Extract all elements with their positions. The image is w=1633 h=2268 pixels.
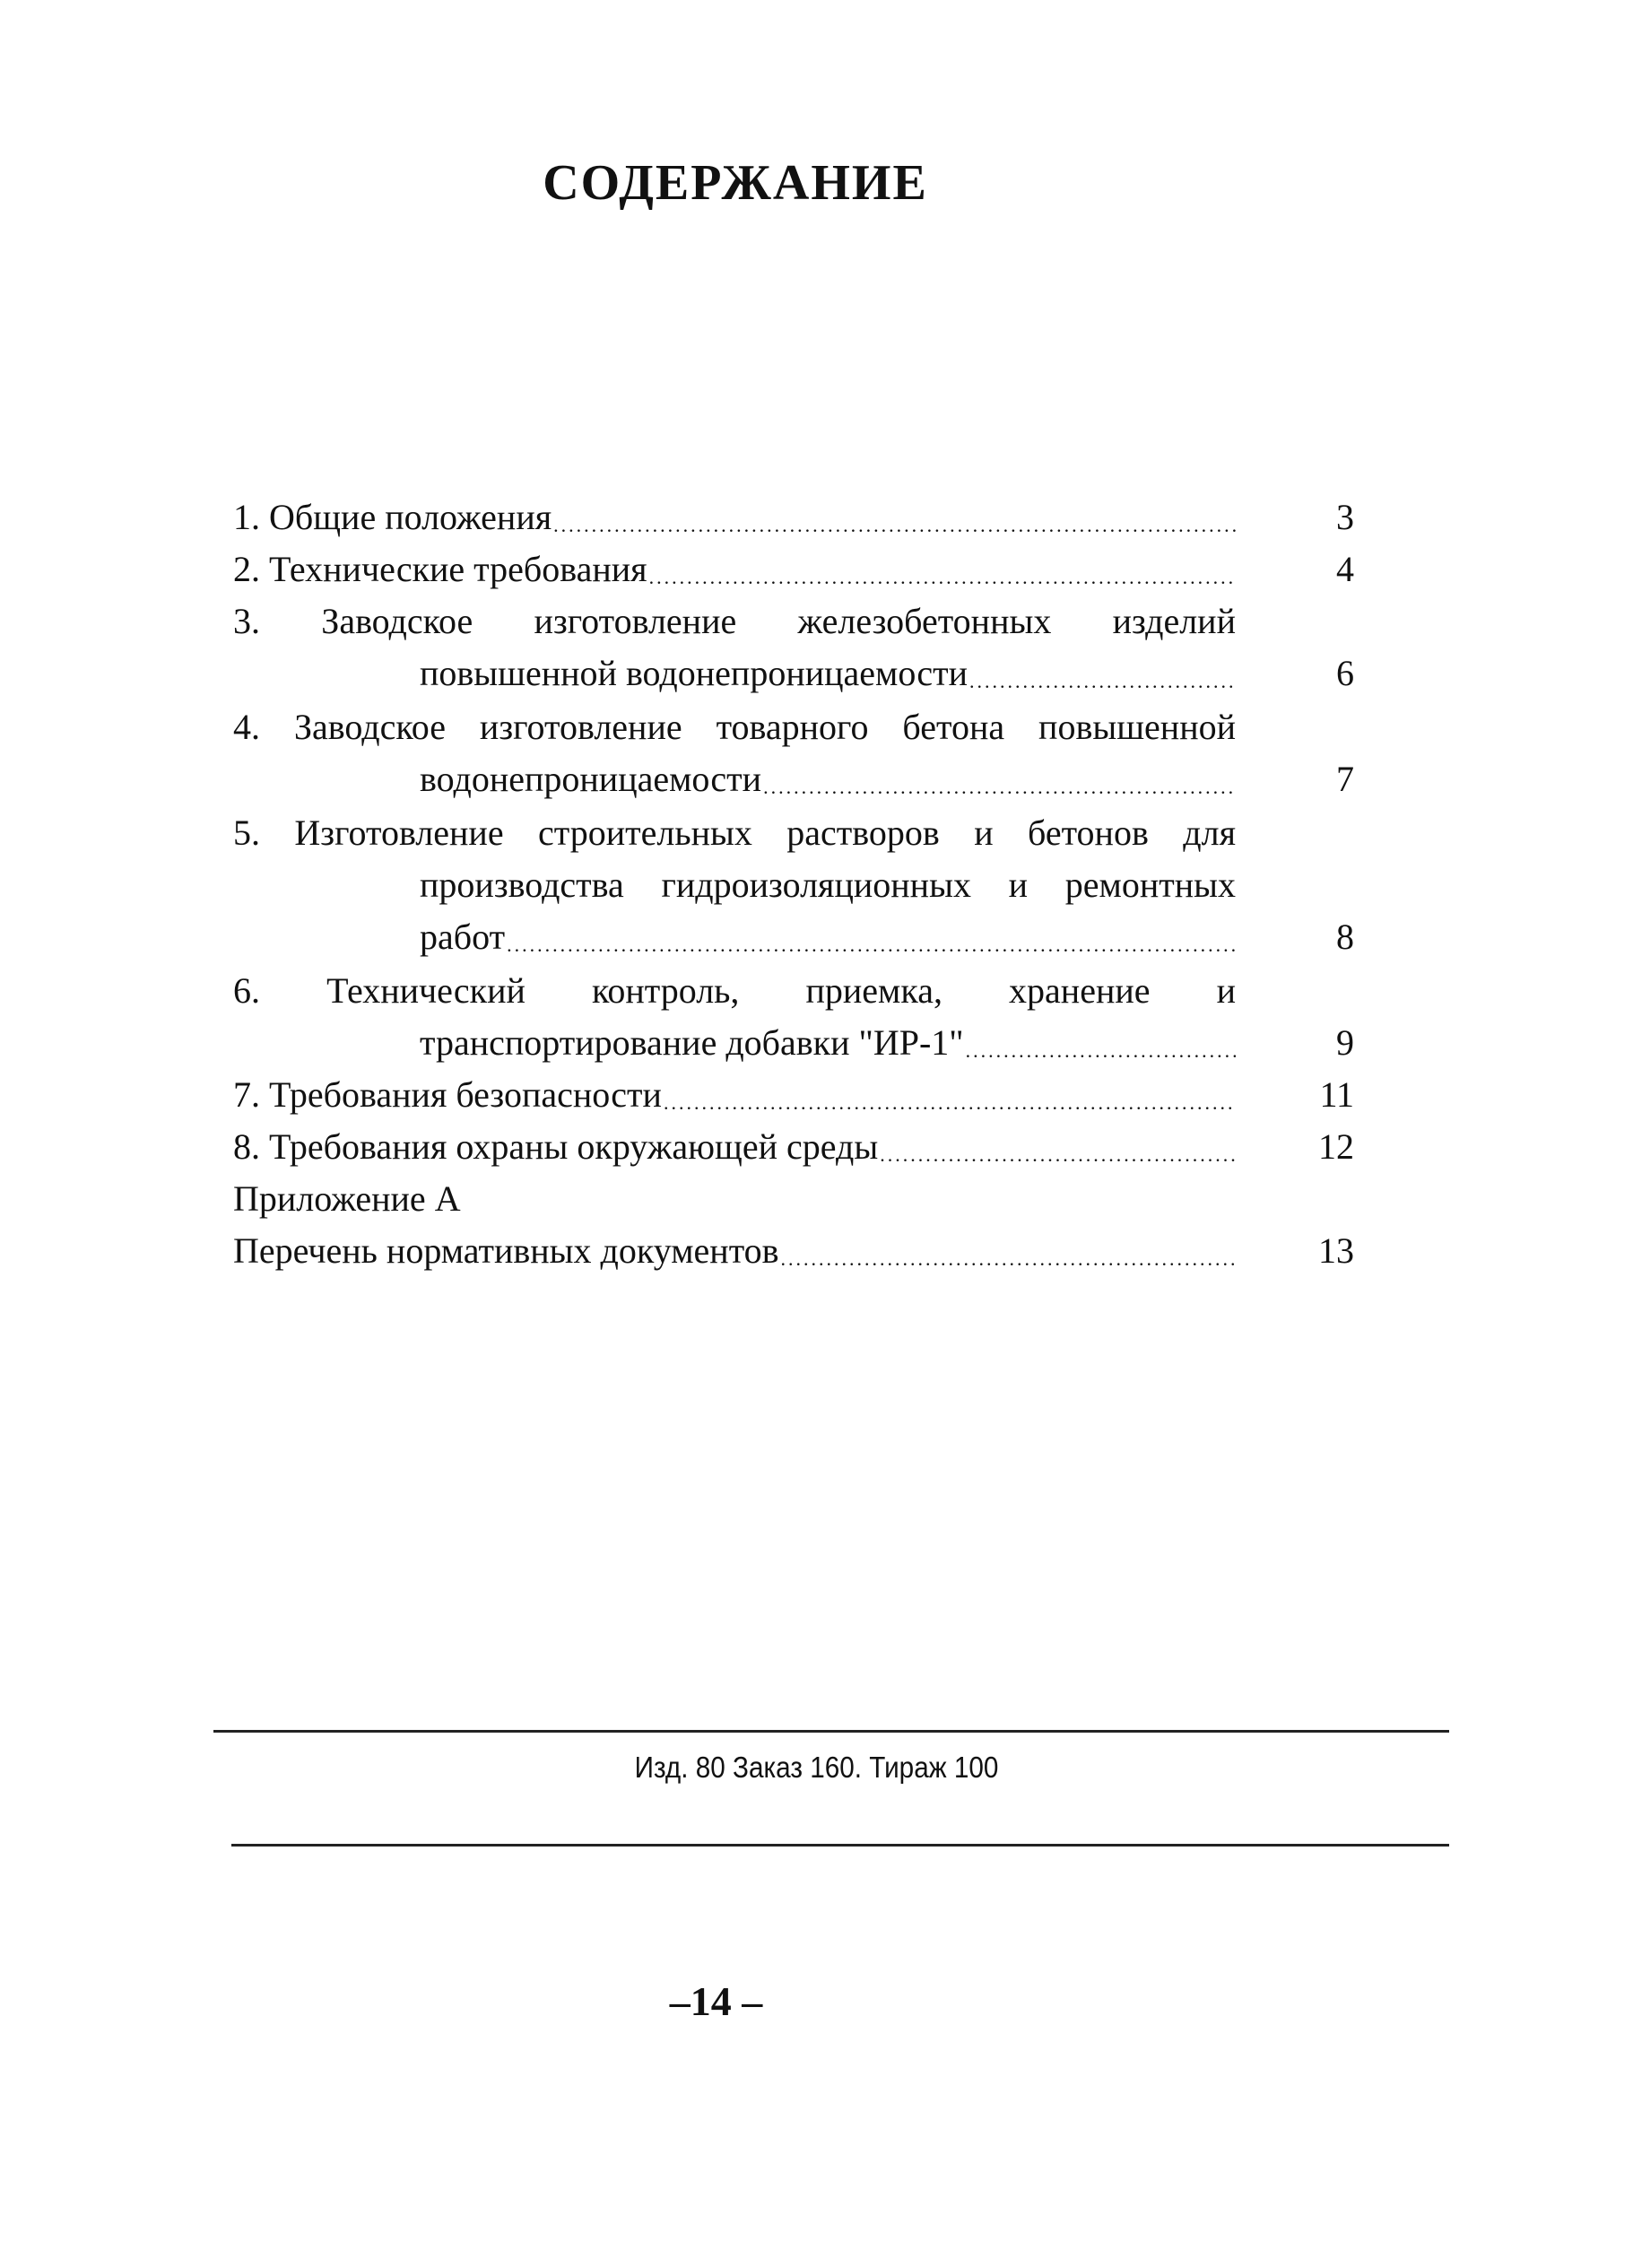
toc-entry-3-continued — [233, 647, 1354, 700]
toc-page-number: 4 — [1336, 549, 1354, 589]
toc-entry-text: повышенной водонепроницаемости — [420, 653, 968, 693]
toc-entry-text: 3. Заводское изготовление железобетонных изделий — [233, 601, 1236, 641]
toc-entry-7 — [233, 1069, 1354, 1121]
toc-entry-1 — [233, 491, 1354, 543]
dot-leader — [505, 911, 1236, 963]
toc-entry-text: водонепроницаемости — [420, 759, 762, 799]
dot-leader — [968, 647, 1236, 700]
toc-entry-text: транспортирование добавки "ИР-1" — [420, 1022, 964, 1063]
toc-entry-5-continued — [233, 911, 1354, 963]
page-number: –14 – — [669, 1978, 763, 2024]
toc-page-number: 13 — [1318, 1230, 1354, 1271]
toc-entry-text: Приложение А — [233, 1178, 461, 1219]
table-of-contents — [233, 491, 1354, 1277]
toc-entry-text: 4. Заводское изготовление товарного бетона повышенной — [233, 707, 1236, 747]
toc-entry-text: 6. Технический контроль, приемка, хранение и — [233, 970, 1236, 1011]
toc-page-number: 6 — [1336, 653, 1354, 693]
toc-entry-text: работ — [420, 917, 506, 957]
toc-entry-5 — [233, 807, 1354, 859]
toc-entry-text: производства гидроизоляционных и ремонтных — [420, 865, 1236, 905]
toc-entry-6 — [233, 965, 1354, 1017]
toc-page-number: 12 — [1318, 1126, 1354, 1167]
toc-page-number: 7 — [1336, 759, 1354, 799]
toc-entry-text: 5. Изготовление строительных растворов и бетонов для — [233, 812, 1236, 853]
imprint-bottom-rule — [231, 1844, 1449, 1847]
toc-appendix-entry — [233, 1225, 1354, 1277]
toc-page-number: 8 — [1336, 917, 1354, 957]
toc-entry-6-continued — [233, 1017, 1354, 1069]
imprint-line: Изд. 80 Заказ 160. Тираж 100 — [634, 1751, 999, 1784]
toc-entry-text: 1. Общие положения — [233, 497, 552, 537]
dot-leader — [964, 1017, 1236, 1069]
toc-appendix-heading — [233, 1173, 1354, 1225]
toc-page-number: 9 — [1336, 1022, 1354, 1063]
dot-leader — [552, 491, 1236, 543]
dot-leader — [878, 1121, 1236, 1173]
dot-leader — [662, 1069, 1236, 1121]
page-title: СОДЕРЖАНИЕ — [543, 155, 928, 211]
toc-entry-2 — [233, 543, 1354, 595]
dot-leader — [647, 543, 1236, 595]
dot-leader — [779, 1225, 1236, 1277]
toc-page-number: 3 — [1336, 497, 1354, 537]
toc-entry-text: Перечень нормативных документов — [233, 1230, 779, 1271]
toc-entry-4-continued — [233, 753, 1354, 805]
imprint-top-rule — [213, 1730, 1449, 1733]
toc-entry-text: 8. Требования охраны окружающей среды — [233, 1126, 879, 1167]
toc-entry-text: 2. Технические требования — [233, 549, 647, 589]
dot-leader — [761, 753, 1236, 805]
toc-entry-5-continued — [233, 859, 1354, 911]
toc-entry-8 — [233, 1121, 1354, 1173]
toc-page-number: 11 — [1319, 1074, 1354, 1115]
toc-entry-text: 7. Требования безопасности — [233, 1074, 662, 1115]
toc-entry-4 — [233, 701, 1354, 753]
toc-entry-3 — [233, 595, 1354, 647]
